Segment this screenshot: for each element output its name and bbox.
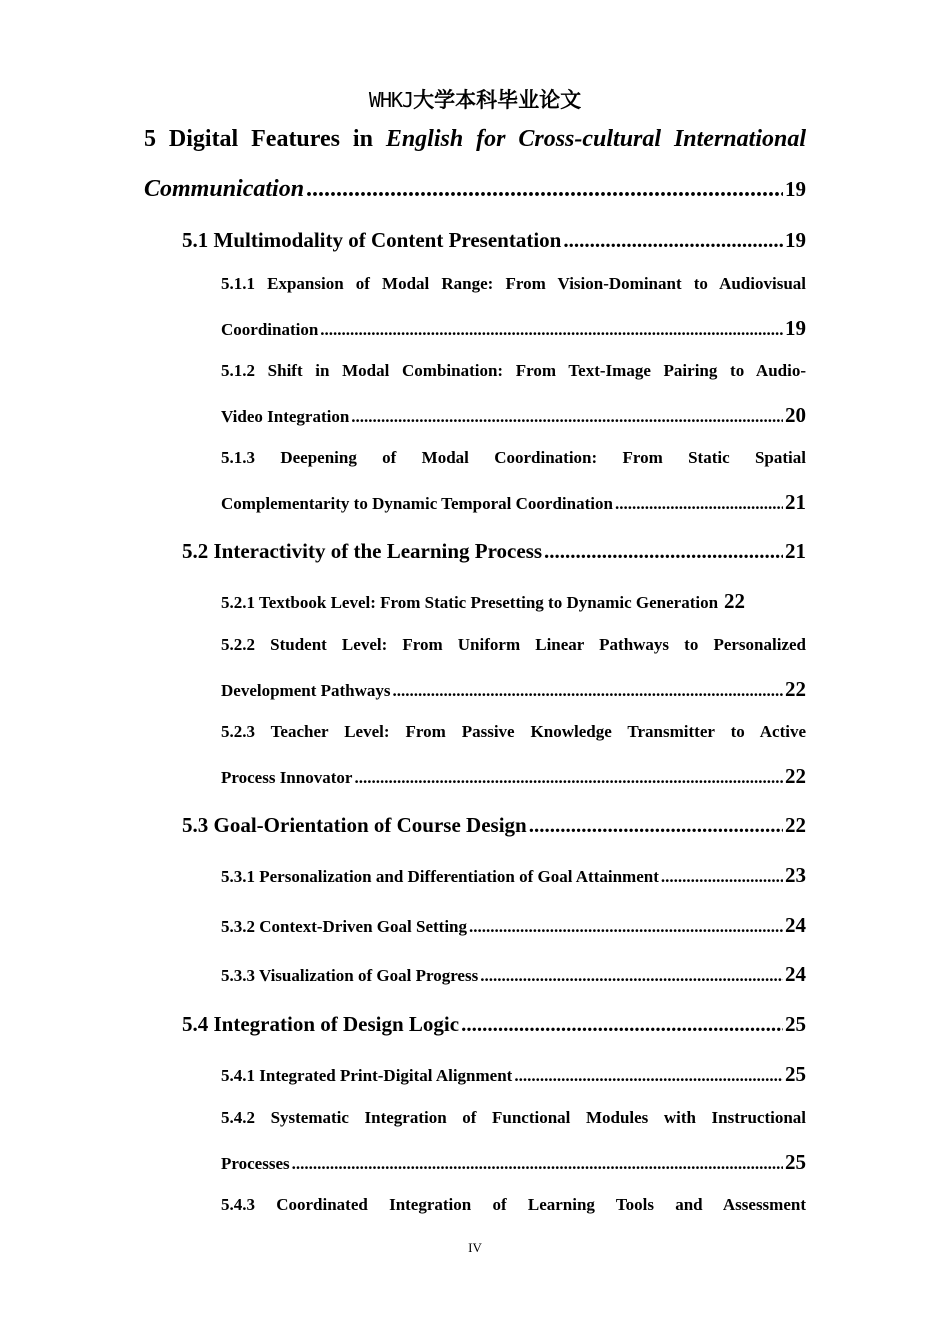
toc-leader-dots [306, 176, 783, 203]
toc-section-5-1[interactable] [182, 228, 806, 253]
toc-page-number: 22 [785, 813, 806, 837]
toc-page-number: 24 [785, 913, 806, 937]
toc-subsection-title: 5.2.3 Teacher Level: From Passive Knowledge Transmitter to Active [221, 722, 806, 741]
toc-page-number: 25 [785, 1150, 806, 1174]
toc-section-5-4[interactable] [182, 1012, 806, 1037]
toc-page-number: 19 [785, 316, 806, 340]
toc-subsection-5-1-1-line1[interactable] [221, 274, 806, 294]
toc-chapter-5-line2[interactable] [144, 176, 806, 203]
toc-subsection-title: 5.3.3 Visualization of Goal Progress [221, 966, 479, 985]
toc-section-title: 5.1 Multimodality of Content Presentation [182, 228, 562, 252]
toc-page-number: 22 [785, 764, 806, 788]
toc-subsection-title: Complementarity to Dynamic Temporal Coordination [221, 494, 613, 513]
toc-subsection-title: 5.4.2 Systematic Integration of Functional Modules with Instructional [221, 1108, 806, 1127]
toc-leader-dots [469, 917, 783, 937]
toc-leader-dots [661, 867, 783, 887]
header-title: 大学本科毕业论文 [413, 88, 582, 112]
page-header [0, 84, 950, 114]
toc-section-5-2[interactable] [182, 539, 806, 564]
toc-page-number: 21 [785, 490, 806, 514]
header-latin: WHKJ [368, 88, 414, 112]
toc-page-number: 25 [785, 1012, 806, 1036]
toc-leader-dots [514, 1066, 783, 1086]
toc-page-number: 22 [785, 677, 806, 701]
toc-subsection-title: Development Pathways [221, 681, 391, 700]
toc-section-title: 5.2 Interactivity of the Learning Process [182, 539, 543, 563]
toc-leader-dots [461, 1012, 783, 1037]
toc-subsection-title: Video Integration [221, 407, 350, 426]
toc-leader-dots [615, 494, 783, 514]
toc-leader-dots [480, 966, 783, 986]
toc-subsection-title: 5.3.2 Context-Driven Goal Setting [221, 917, 468, 936]
toc-leader-dots [544, 539, 783, 564]
toc-leader-dots [354, 768, 783, 788]
toc-subsection-5-2-1[interactable] [221, 589, 806, 614]
toc-page-number: 20 [785, 403, 806, 427]
toc-subsection-5-1-3-line2[interactable] [221, 490, 806, 515]
toc-subsection-title: Process Innovator [221, 768, 353, 787]
toc-subsection-5-4-3-line1[interactable] [221, 1195, 806, 1215]
toc-leader-dots [563, 228, 783, 253]
toc-chapter-prefix: 5 Digital Features in [144, 126, 386, 152]
toc-subsection-5-1-2-line2[interactable] [221, 403, 806, 428]
toc-page-number: 23 [785, 863, 806, 887]
toc-leader-dots [529, 813, 783, 838]
toc-page-number: 19 [785, 228, 806, 252]
toc-page-number: 24 [785, 962, 806, 986]
toc-subsection-5-4-2-line2[interactable] [221, 1150, 806, 1175]
toc-subsection-5-1-2-line1[interactable] [221, 361, 806, 381]
toc-chapter-5-line1[interactable] [144, 126, 806, 153]
toc-page-number: 19 [785, 177, 806, 201]
toc-subsection-5-3-2[interactable] [221, 913, 806, 938]
toc-subsection-title: 5.2.1 Textbook Level: From Static Presetting to Dynamic Generation [221, 593, 719, 612]
toc-page-number: 25 [785, 1062, 806, 1086]
toc-subsection-title: 5.4.1 Integrated Print-Digital Alignment [221, 1066, 513, 1085]
toc-subsection-5-2-2-line2[interactable] [221, 677, 806, 702]
toc-subsection-5-2-3-line2[interactable] [221, 764, 806, 789]
toc-subsection-5-4-1[interactable] [221, 1062, 806, 1087]
toc-section-title: 5.4 Integration of Design Logic [182, 1012, 460, 1036]
toc-subsection-title: Processes [221, 1154, 290, 1173]
toc-leader-dots [292, 1154, 783, 1174]
toc-subsection-title: 5.4.3 Coordinated Integration of Learning Tools and Assessment [221, 1195, 806, 1214]
toc-section-5-3[interactable] [182, 813, 806, 838]
toc-subsection-5-2-3-line1[interactable] [221, 722, 806, 742]
toc-subsection-title: 5.2.2 Student Level: From Uniform Linear Pathways to Personalized [221, 635, 806, 654]
toc-subsection-title: 5.1.3 Deepening of Modal Coordination: From Static Spatial [221, 448, 806, 467]
toc-page-number: 22 [724, 589, 746, 613]
toc-chapter-title-italic-2: Communication [144, 176, 305, 202]
toc-subsection-title: 5.1.1 Expansion of Modal Range: From Vision-Dominant to Audiovisual [221, 274, 806, 293]
toc-leader-dots [393, 681, 783, 701]
toc-section-title: 5.3 Goal-Orientation of Course Design [182, 813, 527, 837]
toc-chapter-title-italic-1: English for Cross-cultural International [385, 126, 807, 152]
page-footer [0, 1240, 950, 1256]
toc-subsection-title: Coordination [221, 320, 319, 339]
toc-subsection-title: 5.1.2 Shift in Modal Combination: From Text-Image Pairing to Audio- [221, 361, 806, 380]
toc-subsection-5-3-3[interactable] [221, 962, 806, 987]
page-number-roman: IV [468, 1240, 482, 1255]
toc-subsection-5-2-2-line1[interactable] [221, 635, 806, 655]
toc-subsection-5-1-1-line2[interactable] [221, 316, 806, 341]
toc-page-number: 21 [785, 539, 806, 563]
toc-subsection-5-4-2-line1[interactable] [221, 1108, 806, 1128]
toc-leader-dots [320, 320, 783, 340]
toc-subsection-5-3-1[interactable] [221, 863, 806, 888]
toc-subsection-5-1-3-line1[interactable] [221, 448, 806, 468]
toc-subsection-title: 5.3.1 Personalization and Differentiation of Goal Attainment [221, 867, 659, 886]
toc-leader-dots [351, 407, 783, 427]
